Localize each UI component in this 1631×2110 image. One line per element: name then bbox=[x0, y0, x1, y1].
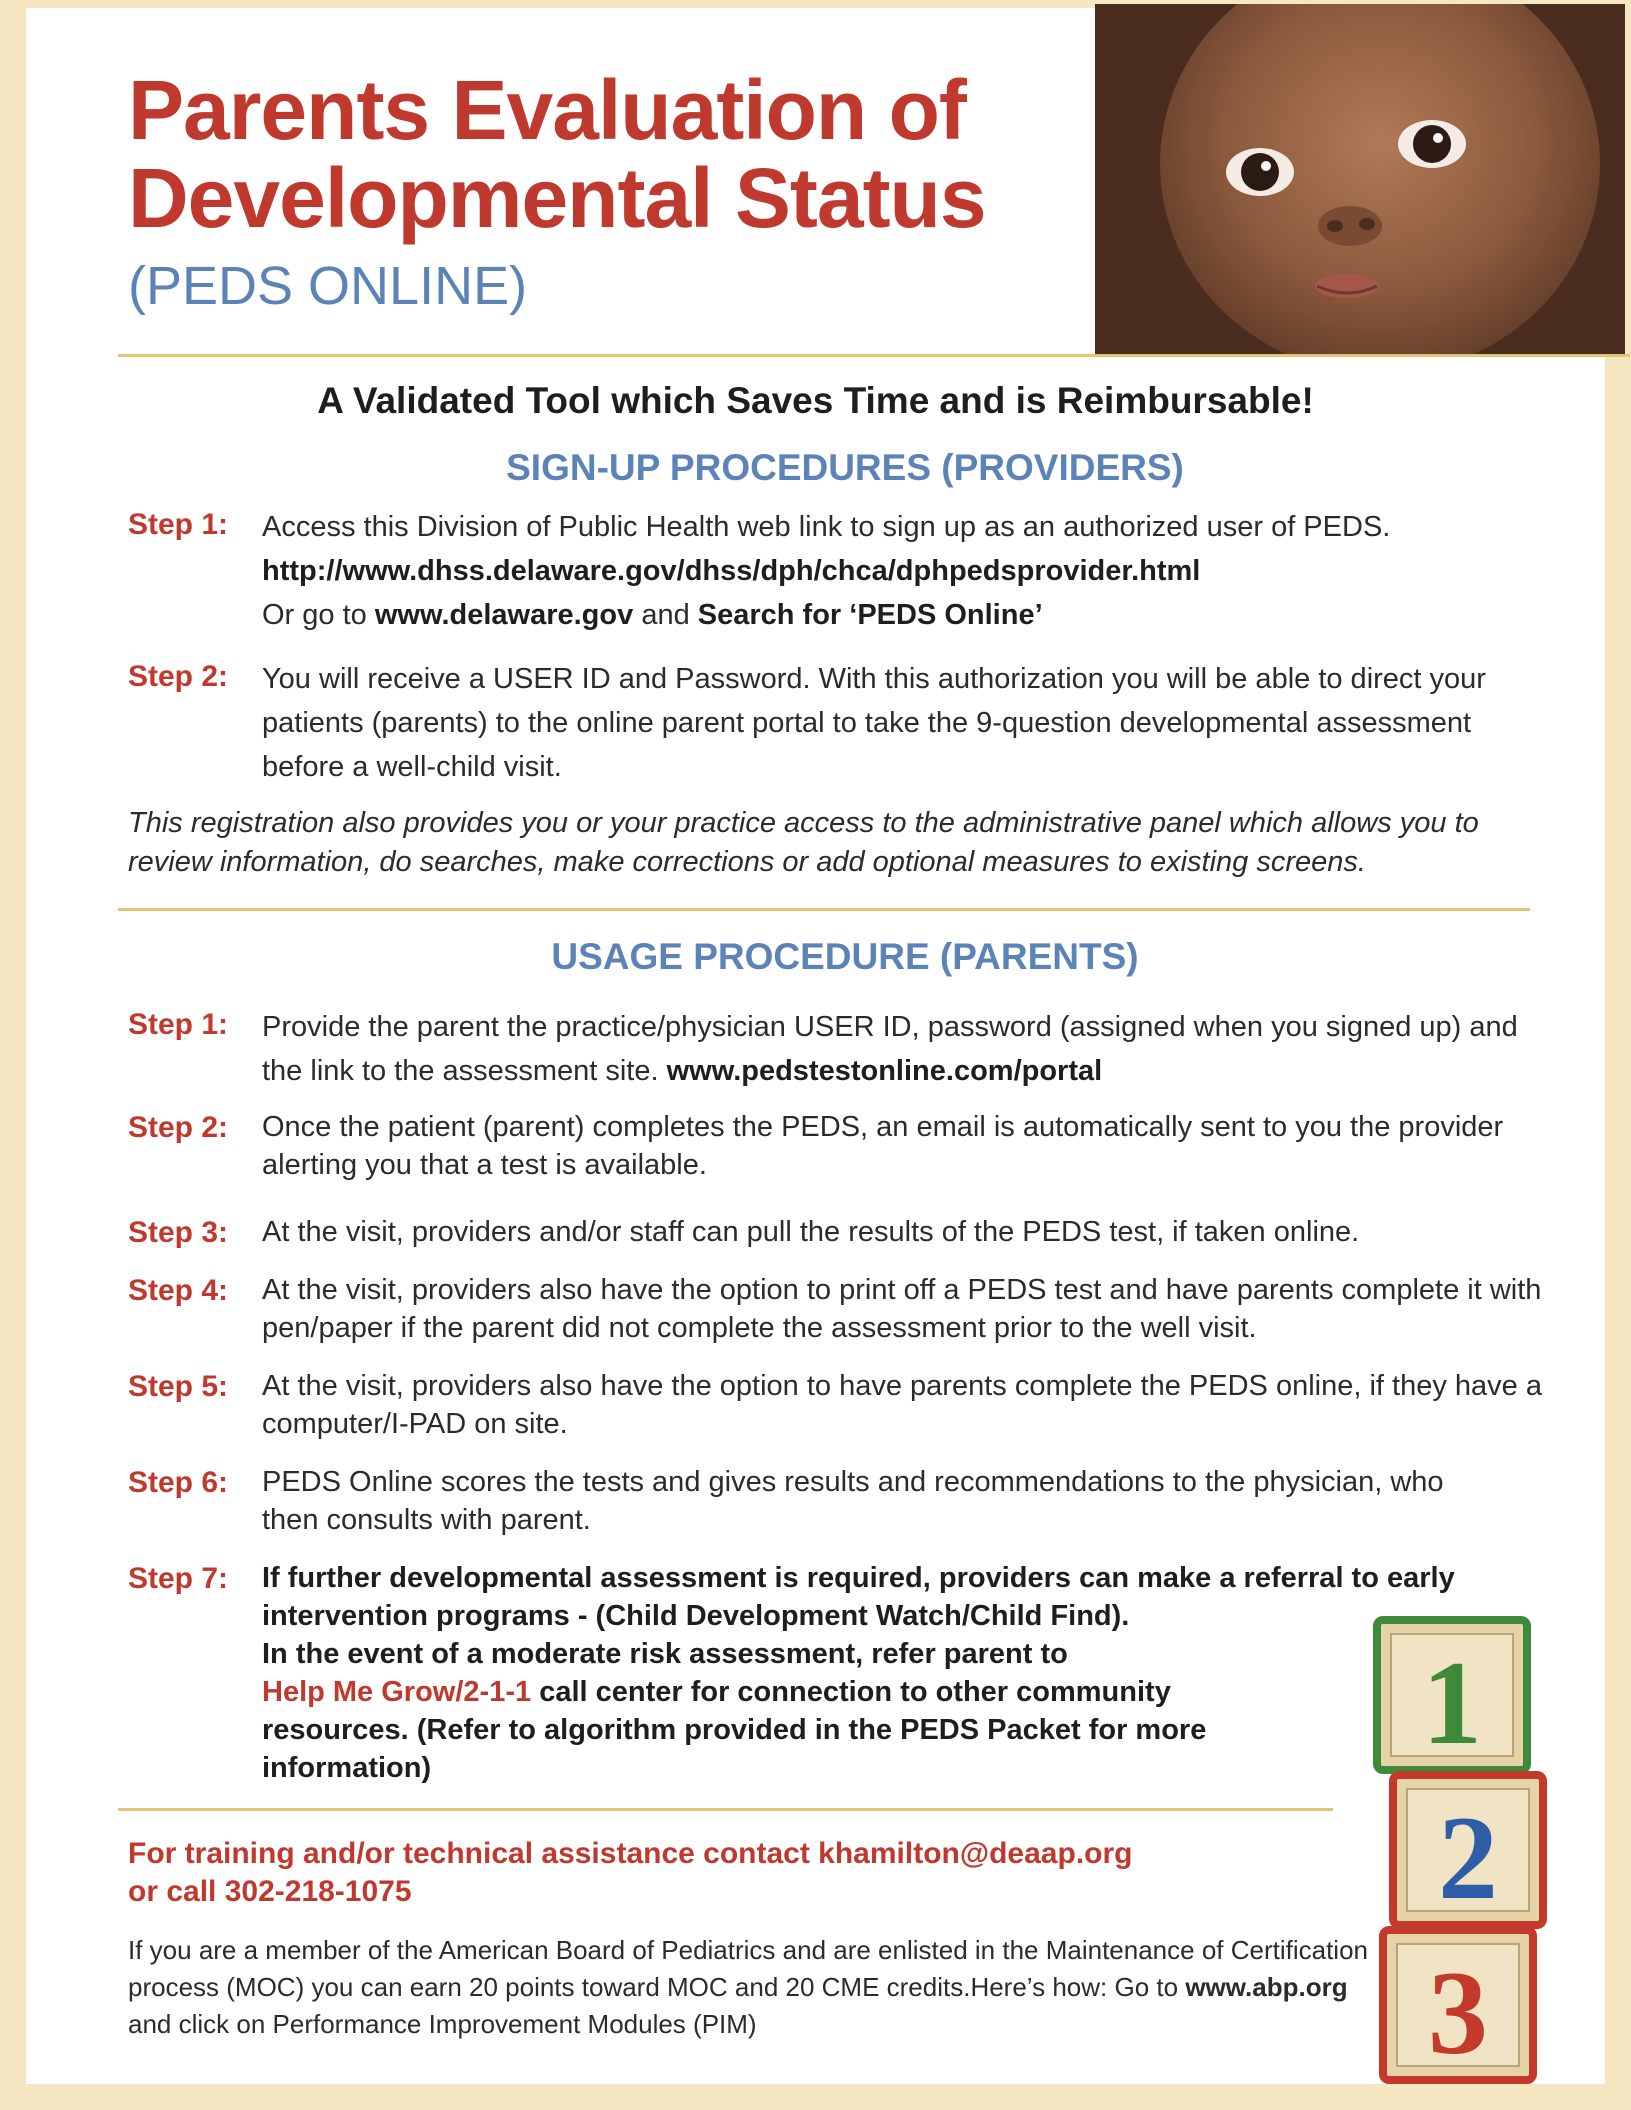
usage-step1-label: Step 1: bbox=[128, 1008, 229, 1041]
block-3 bbox=[1383, 1930, 1533, 2080]
help-me-grow-link[interactable]: Help Me Grow/2-1-1 bbox=[262, 1676, 532, 1708]
delaware-gov-link[interactable]: www.delaware.gov bbox=[374, 599, 634, 631]
number-blocks-illustration bbox=[1365, 1615, 1555, 2085]
dph-signup-link[interactable]: http://www.dhss.delaware.gov/dhss/dph/chca/dphpedsprovider.html bbox=[262, 555, 1201, 587]
usage-step6-label: Step 6: bbox=[128, 1466, 229, 1499]
search-peds-online: Search for ‘PEDS Online’ bbox=[697, 599, 1043, 631]
signup-heading: SIGN-UP PROCEDURES (PROVIDERS) bbox=[506, 447, 1184, 488]
usage-step1-text bbox=[262, 1005, 1552, 1093]
block-2-numeral: 2 bbox=[1438, 1791, 1498, 1924]
abp-moc-end: and click on Performance Improvement Modules (PIM) bbox=[128, 2009, 757, 2039]
contact-info bbox=[128, 1835, 1328, 1911]
block-2 bbox=[1393, 1775, 1543, 1925]
peds-portal-link[interactable]: www.pedstestonline.com/portal bbox=[666, 1055, 1103, 1087]
usage-step5-label: Step 5: bbox=[128, 1370, 229, 1403]
usage-step3-label: Step 3: bbox=[128, 1216, 229, 1249]
header-divider bbox=[118, 354, 1630, 357]
or-and: and bbox=[641, 599, 690, 631]
tagline: A Validated Tool which Saves Time and is Reimbursable! bbox=[317, 380, 1314, 421]
block-1 bbox=[1377, 1620, 1527, 1770]
registration-note: This registration also provides you or your practice access to the administrative panel which allows you to review information, do searches, make corrections or add optional measures to existing screens. bbox=[128, 807, 1479, 878]
title-line-1: Parents Evaluation of bbox=[128, 63, 966, 157]
abp-moc-body: If you are a member of the American Board of Pediatrics and are enlisted in the Maintenance of Certification process (MOC) you can earn 20 points toward MOC and 20 CME credits.Here’s how: Go to bbox=[128, 1935, 1369, 2002]
usage-step7-text-b bbox=[262, 1635, 1262, 1787]
contact-line-2: or call 302-218-1075 bbox=[128, 1875, 412, 1908]
signup-step2-label: Step 2: bbox=[128, 660, 229, 693]
usage-step7-body-a: If further developmental assessment is required, providers can make a referral to early intervention programs - (Child Development Watch/Child Find). bbox=[262, 1562, 1455, 1632]
usage-step7-body-c: call center for connection to other community resources. (Refer to algorithm provided in the PEDS Packet for more information) bbox=[262, 1676, 1207, 1784]
usage-step7-label: Step 7: bbox=[128, 1562, 229, 1595]
usage-step4-text: At the visit, providers also have the option to print off a PEDS test and have parents complete it with pen/paper if the parent did not complete the assessment prior to the well visit. bbox=[262, 1274, 1542, 1344]
usage-step1-body: Provide the parent the practice/physician USER ID, password (assigned when you signed up) and the link to the assessment site. bbox=[262, 1011, 1518, 1087]
baby-photo bbox=[1095, 4, 1625, 354]
usage-step2-text: Once the patient (parent) completes the PEDS, an email is automatically sent to you the provider alerting you that a test is available. bbox=[262, 1111, 1504, 1181]
contact-line-1: For training and/or technical assistance contact khamilton@deaap.org bbox=[128, 1837, 1133, 1870]
usage-step2-label: Step 2: bbox=[128, 1111, 229, 1144]
usage-step7-body-b: In the event of a moderate risk assessment, refer parent to bbox=[262, 1638, 1068, 1670]
usage-step7-text-a bbox=[262, 1559, 1542, 1635]
title-line-2: Developmental Status bbox=[128, 151, 986, 245]
baby-face-illustration bbox=[1095, 4, 1625, 354]
abp-link[interactable]: www.abp.org bbox=[1185, 1972, 1348, 2002]
abp-moc-note bbox=[128, 1932, 1378, 2043]
signup-step2-text: You will receive a USER ID and Password. With this authorization you will be able to direct your patients (parents) to the online parent portal to take the 9-question developmental assessment before a well-child visit. bbox=[262, 663, 1486, 783]
usage-step3-text: At the visit, providers and/or staff can pull the results of the PEDS test, if taken online. bbox=[262, 1216, 1360, 1248]
usage-step4-label: Step 4: bbox=[128, 1274, 229, 1307]
or-prefix: Or go to bbox=[262, 599, 367, 631]
footer-divider bbox=[118, 1808, 1333, 1811]
block-1-numeral: 1 bbox=[1422, 1636, 1482, 1769]
section-divider bbox=[118, 908, 1530, 911]
usage-step6-text: PEDS Online scores the tests and gives results and recommendations to the physician, who then consults with parent. bbox=[262, 1466, 1444, 1536]
page-title bbox=[128, 63, 986, 245]
signup-step1-text bbox=[262, 505, 1552, 637]
signup-step1-label: Step 1: bbox=[128, 508, 229, 541]
page-subtitle: (PEDS ONLINE) bbox=[128, 256, 528, 316]
signup-step1-line1: Access this Division of Public Health web link to sign up as an authorized user of PEDS. bbox=[262, 511, 1391, 543]
usage-heading: USAGE PROCEDURE (PARENTS) bbox=[551, 936, 1139, 977]
usage-step5-text: At the visit, providers also have the option to have parents complete the PEDS online, if they have a computer/I-PAD on site. bbox=[262, 1370, 1542, 1440]
block-3-numeral: 3 bbox=[1428, 1946, 1488, 2079]
